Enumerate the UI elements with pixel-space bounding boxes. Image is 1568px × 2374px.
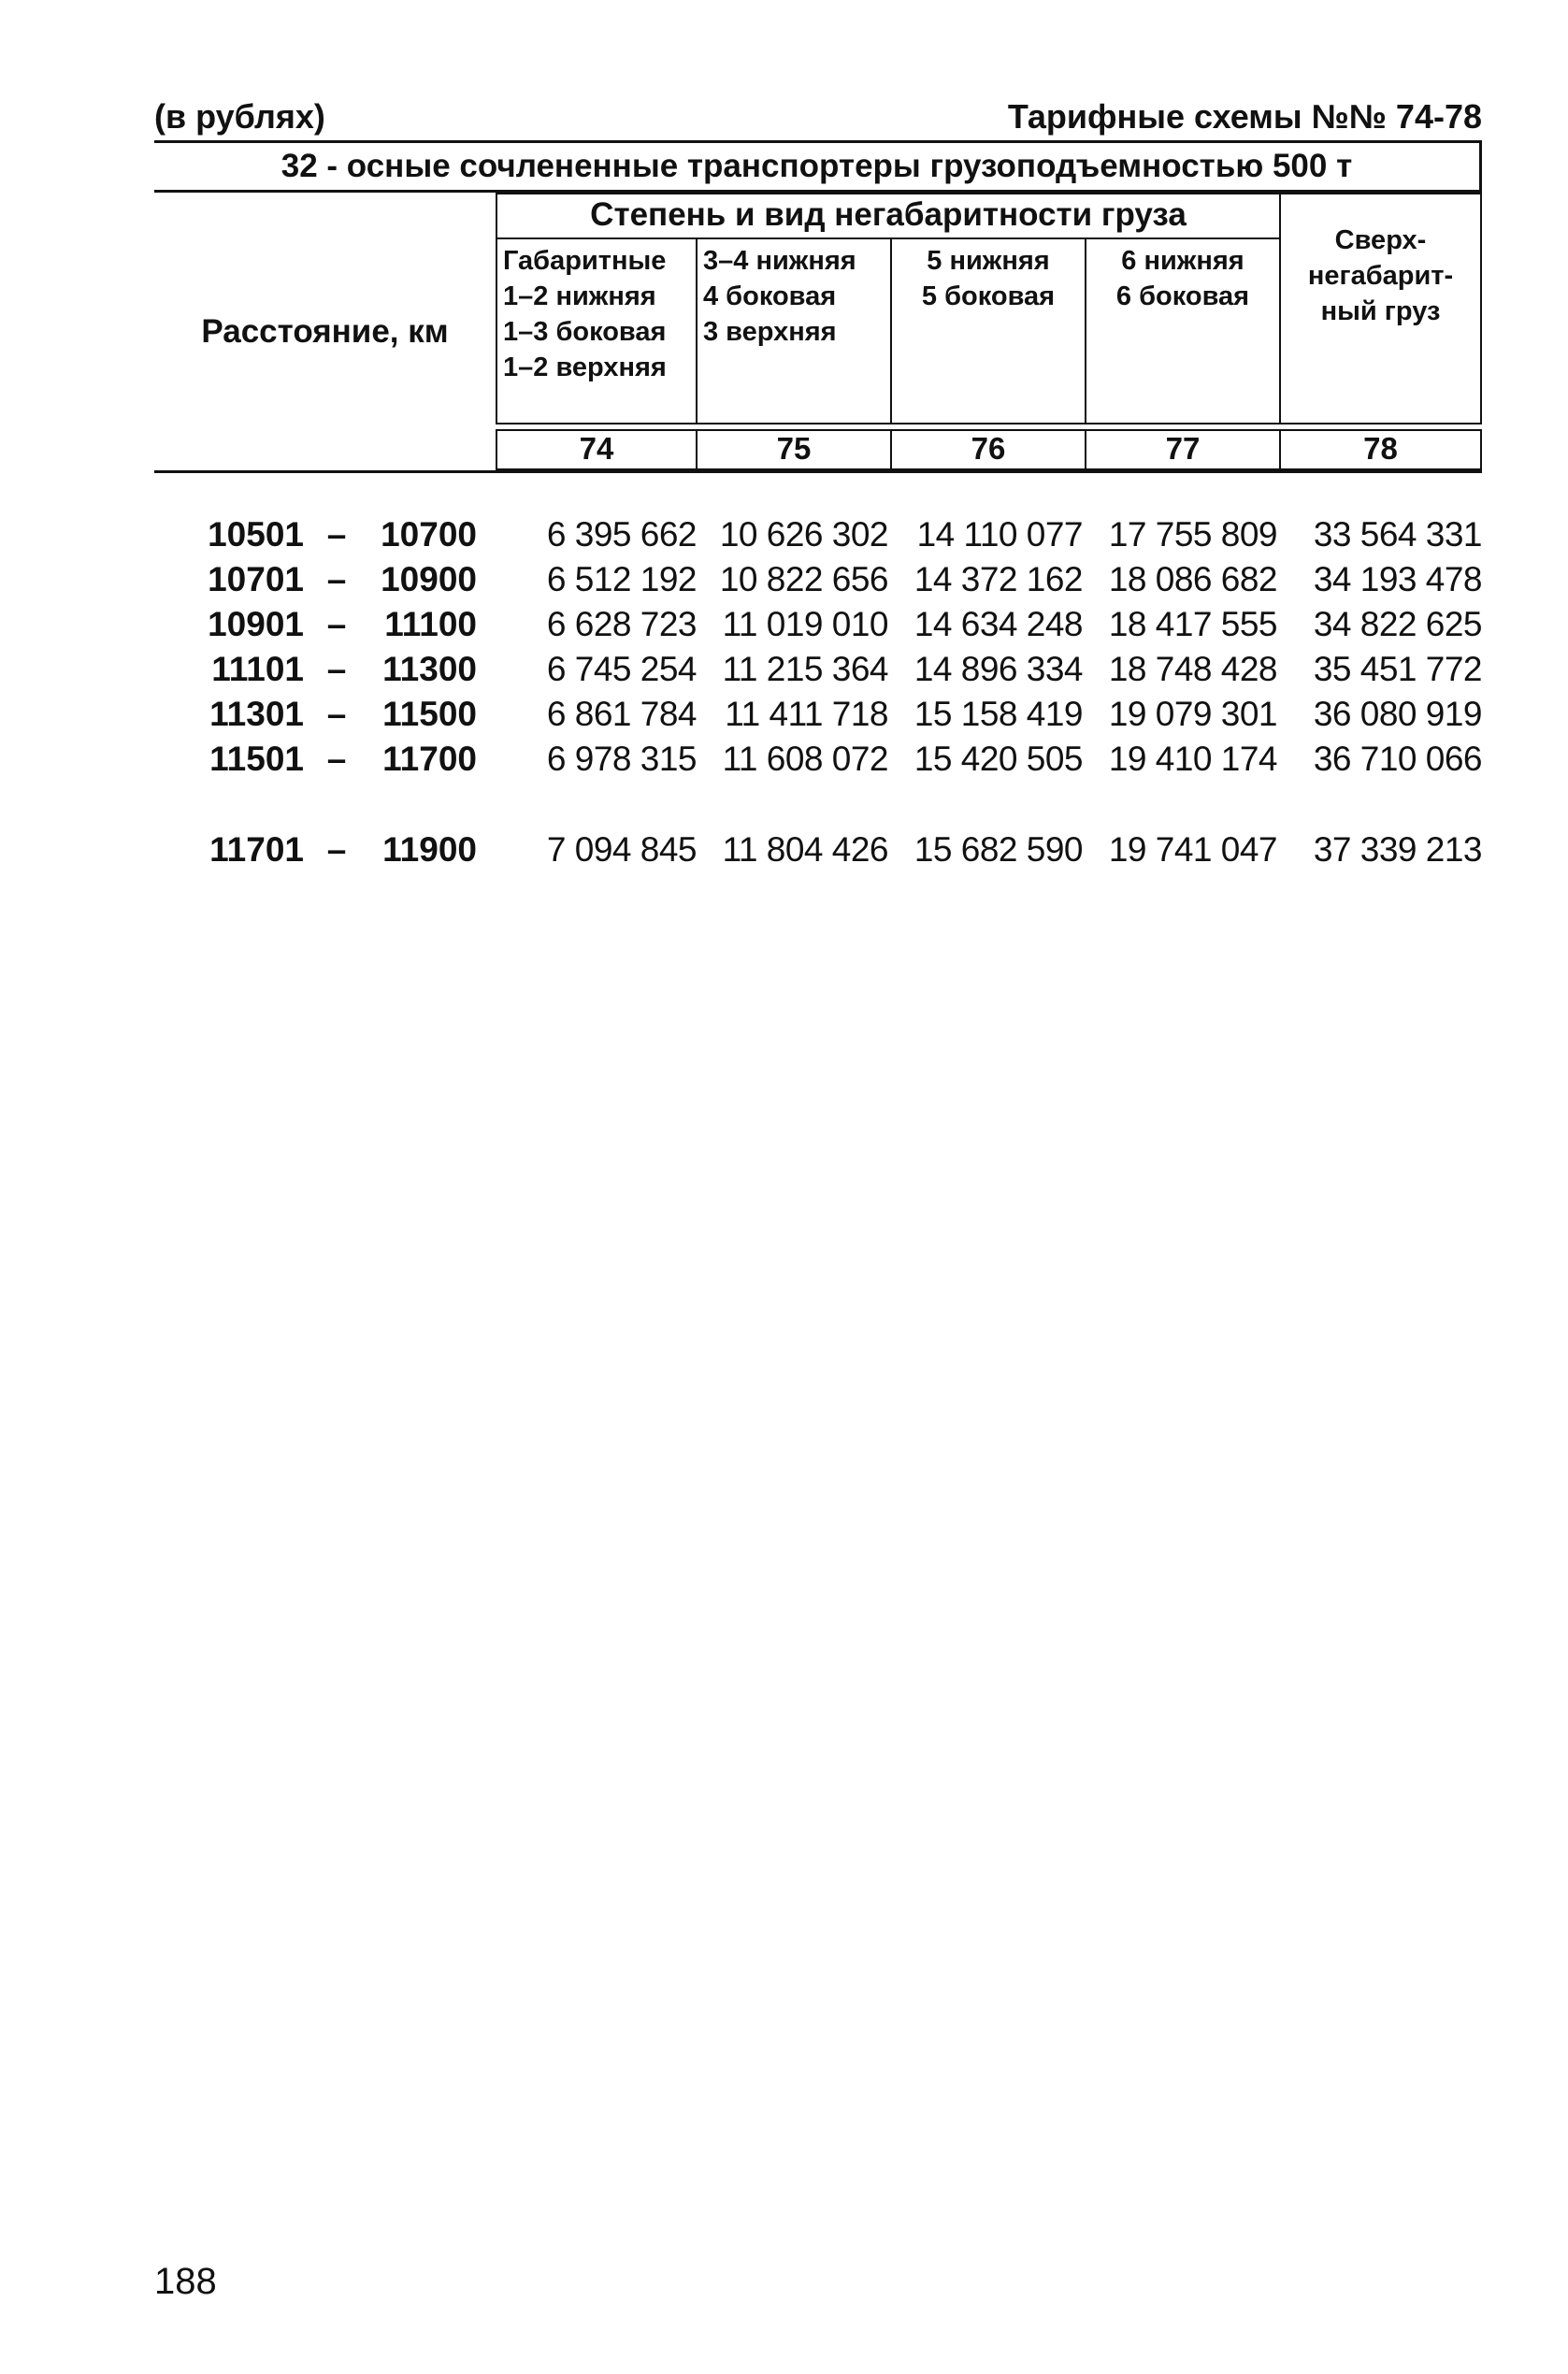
column-header-line: 5 нижняя [927, 246, 1050, 276]
tariff-value-74: 7 094 845 [546, 830, 697, 869]
column-header-78 [1279, 193, 1482, 424]
column-header-74 [496, 237, 698, 424]
table-row [168, 737, 1496, 782]
tariff-value-76: 14 110 077 [916, 515, 1083, 554]
tariff-value-75: 11 411 718 [725, 695, 888, 733]
column-header-76 [890, 237, 1086, 424]
column-header-line: 6 боковая [1115, 281, 1250, 311]
tariff-value-78: 34 822 625 [1313, 605, 1482, 643]
table-row [168, 647, 1496, 692]
range-dash: – [326, 605, 347, 643]
tariff-value-78: 33 564 331 [1313, 515, 1482, 554]
column-header-line: Сверх- [1334, 225, 1427, 255]
tariff-value-75: 11 804 426 [722, 830, 888, 869]
units-note: (в рублях) [154, 97, 325, 136]
tariff-value-76: 15 420 505 [913, 740, 1083, 778]
tariff-value-78: 37 339 213 [1313, 830, 1482, 869]
distance-to: 11300 [382, 650, 477, 688]
tariff-value-76: 14 896 334 [913, 650, 1083, 688]
tariff-value-74: 6 745 254 [546, 650, 697, 688]
range-dash: – [326, 560, 347, 598]
tariff-value-78: 36 080 919 [1313, 695, 1482, 733]
distance-to: 10700 [381, 515, 477, 554]
table-row [168, 827, 1496, 872]
tariff-value-78: 35 451 772 [1313, 650, 1482, 688]
tariff-value-78: 34 193 478 [1313, 560, 1482, 598]
range-dash: – [326, 830, 347, 869]
distance-from: 11701 [209, 830, 304, 869]
table-row [168, 692, 1496, 737]
column-header-75 [696, 237, 892, 424]
column-header-line: негабарит- [1307, 261, 1454, 291]
table-row [168, 512, 1496, 557]
distance-to: 11900 [382, 830, 477, 869]
column-header-line: 1–2 нижняя [503, 281, 656, 311]
tariff-value-74: 6 395 662 [546, 515, 697, 554]
tariff-value-77: 17 755 809 [1108, 515, 1277, 554]
distance-from: 11301 [209, 695, 304, 733]
column-header-line: 3–4 нижняя [703, 246, 856, 276]
tariff-value-77: 18 086 682 [1108, 560, 1277, 598]
tariff-value-75: 11 215 364 [722, 650, 888, 688]
table-row [168, 557, 1496, 602]
tariff-value-75: 11 019 010 [722, 605, 888, 643]
tariff-value-74: 6 861 784 [546, 695, 697, 733]
column-header-77 [1085, 237, 1281, 424]
tariff-value-77: 18 417 555 [1108, 605, 1277, 643]
column-header-line: 3 верхняя [703, 317, 837, 347]
distance-to: 10900 [381, 560, 477, 598]
tariff-value-75: 10 626 302 [719, 515, 888, 554]
column-header-line: 4 боковая [703, 281, 837, 311]
column-header-line: 1–3 боковая [503, 317, 667, 347]
tariff-value-75: 10 822 656 [719, 560, 888, 598]
tariff-value-74: 6 512 192 [546, 560, 697, 598]
column-header-line: Габаритные [503, 246, 667, 276]
tariff-value-77: 19 741 047 [1108, 830, 1277, 869]
column-header-line: 1–2 верхняя [503, 353, 667, 382]
tariff-value-75: 11 608 072 [722, 740, 888, 778]
tariff-value-77: 19 410 174 [1108, 740, 1277, 778]
tariff-value-76: 14 634 248 [913, 605, 1083, 643]
column-number-75: 75 [696, 429, 892, 470]
column-number-76: 76 [890, 429, 1086, 470]
range-dash: – [326, 695, 347, 733]
distance-from: 11101 [211, 650, 304, 688]
distance-from: 10901 [208, 605, 304, 643]
column-number-74: 74 [496, 429, 698, 470]
tariff-value-74: 6 978 315 [546, 740, 697, 778]
range-dash: – [326, 740, 347, 778]
table-row [168, 602, 1496, 647]
column-header-line: ный груз [1320, 296, 1441, 326]
range-dash: – [326, 515, 347, 554]
tariff-value-77: 19 079 301 [1108, 695, 1277, 733]
distance-to: 11500 [382, 695, 477, 733]
page-number: 188 [154, 2261, 217, 2302]
tariff-schemes-title: Тарифные схемы №№ 74-78 [1007, 97, 1482, 136]
tariff-value-74: 6 628 723 [546, 605, 697, 643]
column-number-77: 77 [1085, 429, 1281, 470]
distance-to: 11100 [384, 605, 477, 643]
column-header-line: 6 нижняя [1121, 246, 1244, 276]
distance-to: 11700 [382, 740, 477, 778]
table-header [154, 143, 1482, 473]
table-title: 32 - осные сочлененные транспортеры грузоподъемностью 500 т [154, 143, 1482, 190]
distance-from: 10501 [208, 515, 304, 554]
column-header-line: 5 боковая [921, 281, 1056, 311]
tariff-value-76: 14 372 162 [913, 560, 1083, 598]
range-dash: – [326, 650, 347, 688]
column-number-78: 78 [1279, 429, 1482, 470]
tariff-value-77: 18 748 428 [1108, 650, 1277, 688]
page-header [154, 94, 1482, 143]
distance-column-header: Расстояние, км [201, 312, 449, 350]
distance-from: 10701 [208, 560, 304, 598]
tariff-value-76: 15 158 419 [913, 695, 1083, 733]
oversize-group-header: Степень и вид негабаритности груза [496, 193, 1281, 239]
distance-from: 11501 [209, 740, 304, 778]
tariff-value-76: 15 682 590 [913, 830, 1083, 869]
tariff-value-78: 36 710 066 [1313, 740, 1482, 778]
